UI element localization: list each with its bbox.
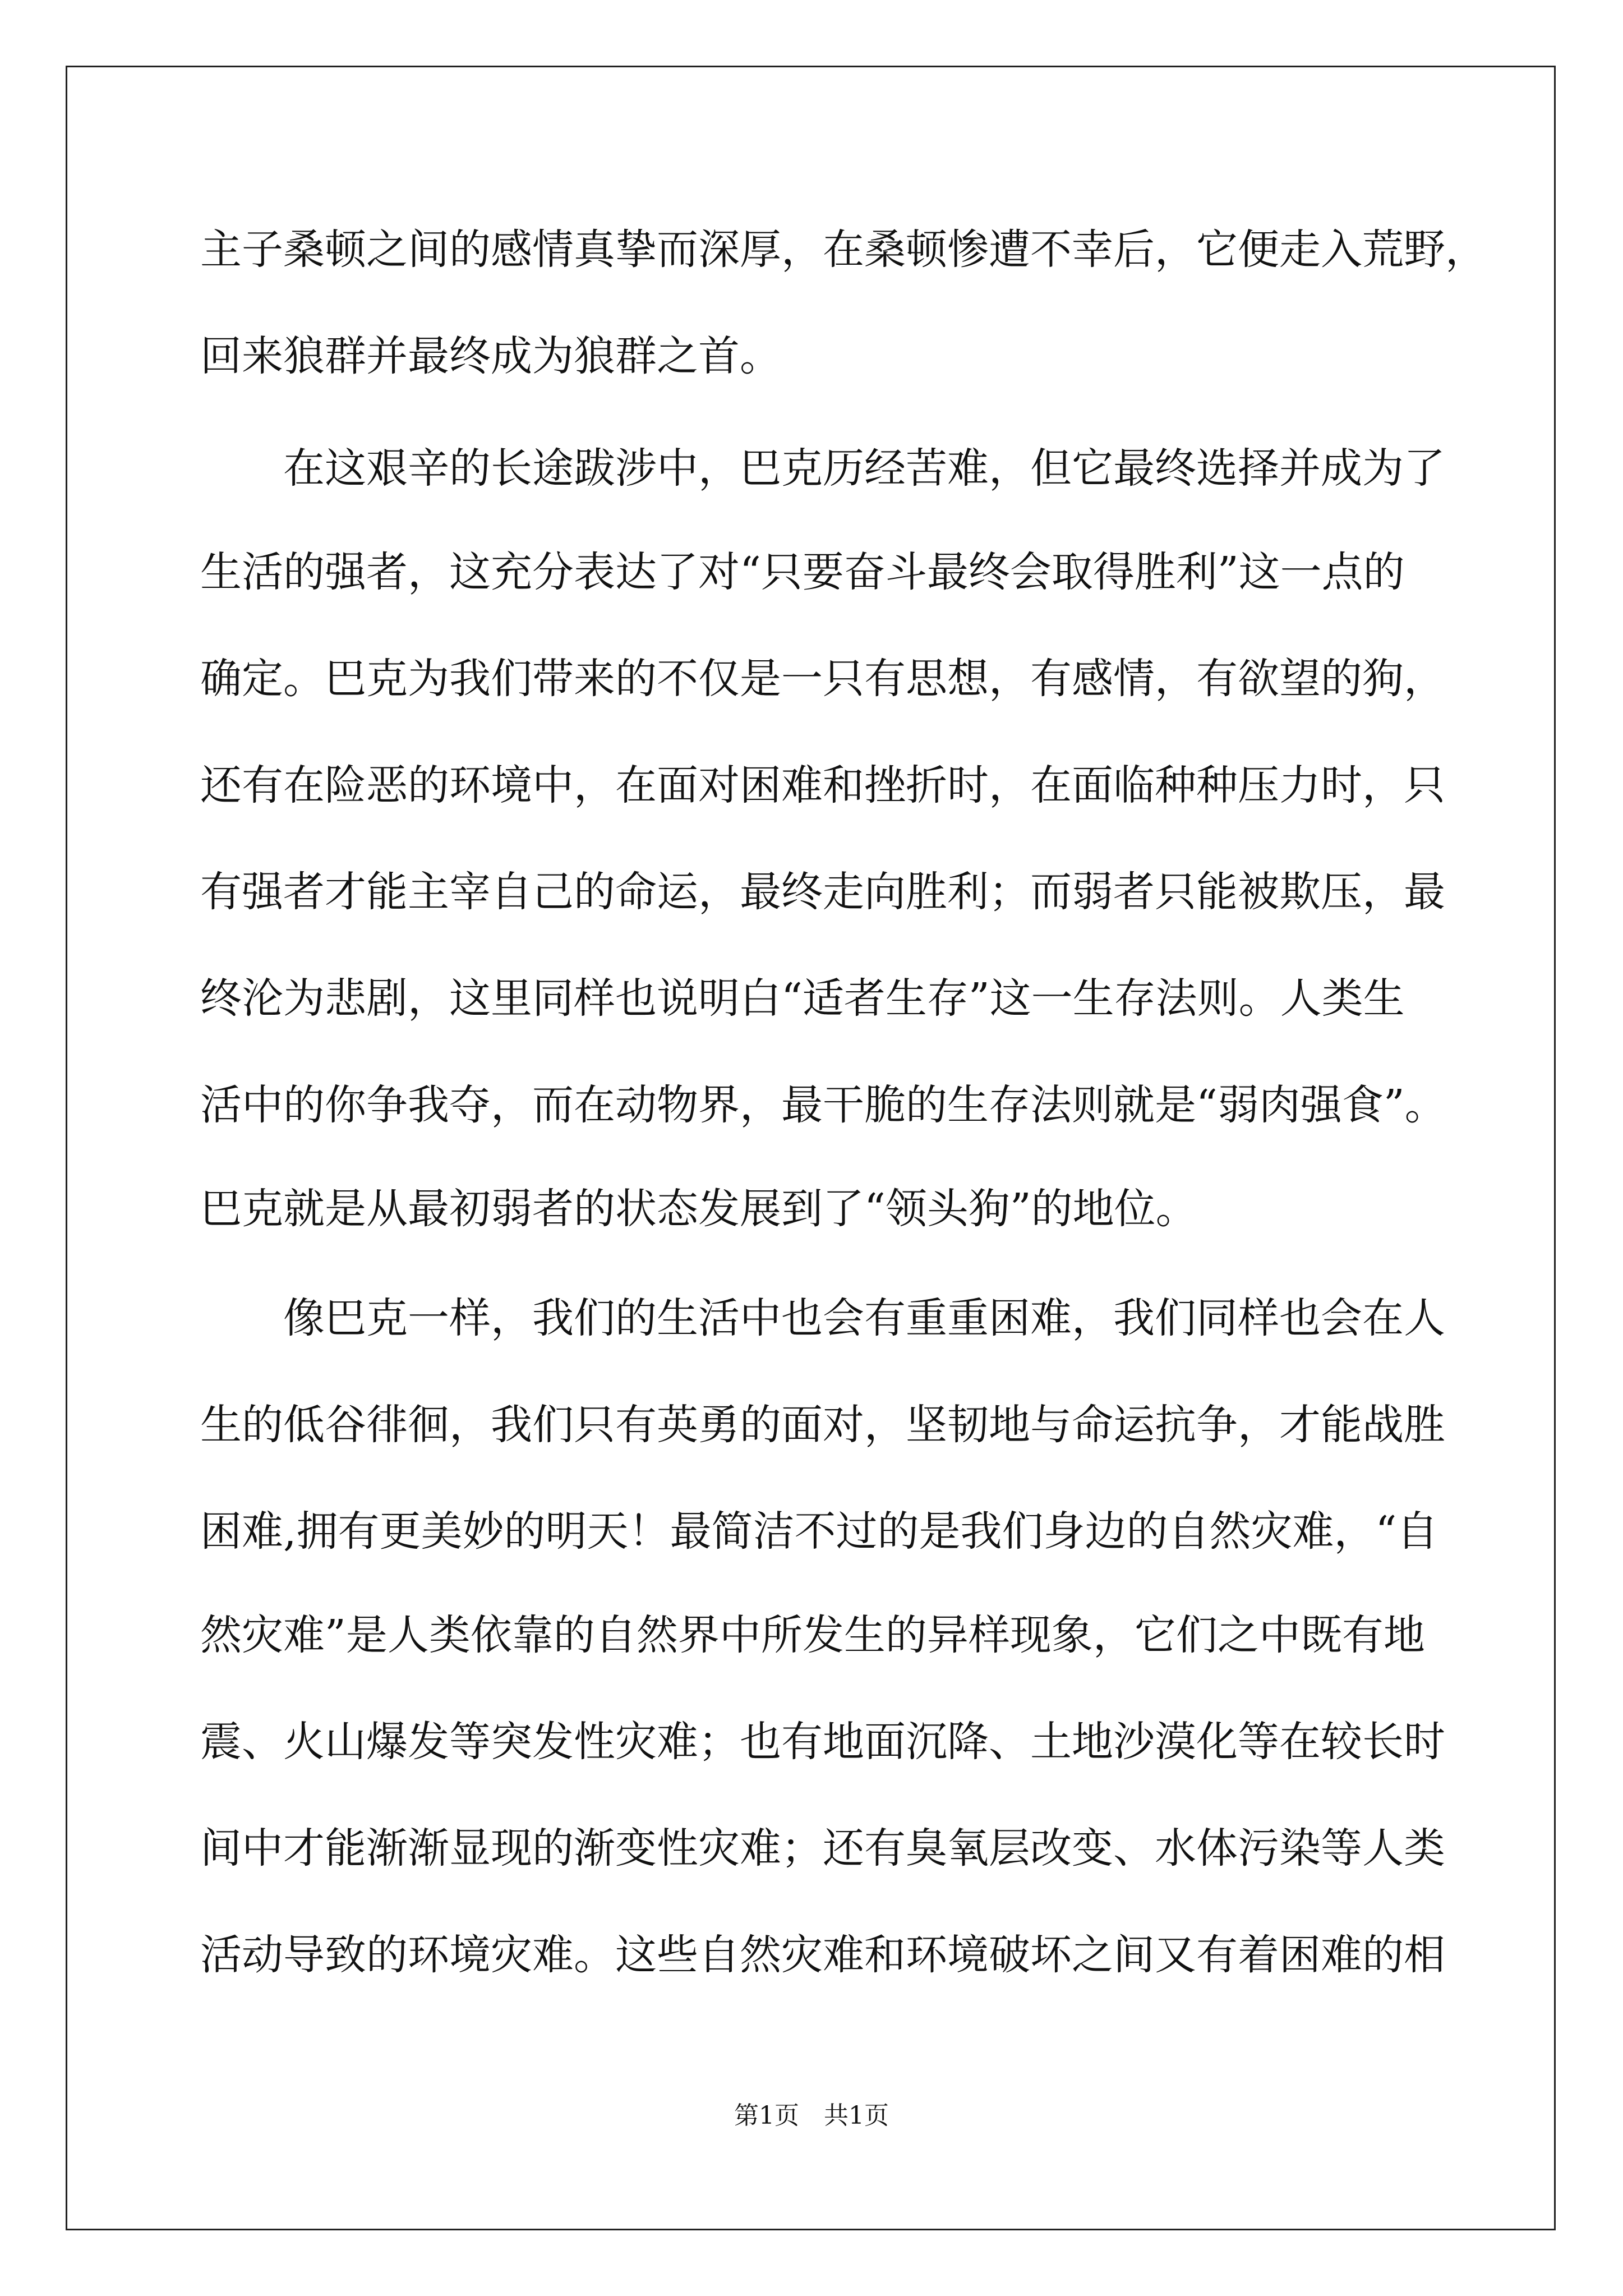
text-line: 确定。巴克为我们带来的不仅是一只有思想，有感情，有欲望的狗，: [200, 655, 1445, 703]
text-line: 生的低谷徘徊，我们只有英勇的面对，坚韧地与命运抗争，才能战胜: [200, 1401, 1445, 1449]
text-line: 有强者才能主宰自己的命运，最终走向胜利；而弱者只能被欺压，最: [200, 868, 1445, 916]
text-line: 巴克就是从最初弱者的状态发展到了“领头狗”的地位。: [200, 1185, 1197, 1233]
text-line: 间中才能渐渐显现的渐变性灾难；还有臭氧层改变、水体污染等人类: [200, 1824, 1445, 1872]
text-line: 生活的强者，这充分表达了对“只要奋斗最终会取得胜利”这一点的: [200, 548, 1405, 596]
text-line: 震、火山爆发等突发性灾难；也有地面沉降、土地沙漠化等在较长时: [200, 1718, 1445, 1766]
text-line: 活中的你争我夺，而在动物界，最干脆的生存法则就是“弱肉强食”。: [200, 1081, 1446, 1129]
text-line: 还有在险恶的环境中，在面对困难和挫折时，在面临种种压力时，只: [200, 761, 1445, 809]
text-line: 困难,拥有更美妙的明天！最简洁不过的是我们身边的自然灾难，“自: [200, 1507, 1438, 1556]
text-line: 在这艰辛的长途跋涉中，巴克历经苦难，但它最终选择并成为了: [283, 444, 1445, 493]
text-line: 像巴克一样，我们的生活中也会有重重困难，我们同样也会在人: [283, 1294, 1445, 1342]
text-line: 活动导致的环境灾难。这些自然灾难和环境破坏之间又有着困难的相: [200, 1931, 1445, 1979]
text-line: 回来狼群并最终成为狼群之首。: [200, 332, 781, 380]
text-line: 主子桑顿之间的感情真挚而深厚，在桑顿惨遭不幸后，它便走入荒野，: [200, 226, 1487, 274]
page-border: [66, 66, 1556, 2230]
text-line: 然灾难”是人类依靠的自然界中所发生的异样现象，它们之中既有地: [200, 1611, 1425, 1659]
page-footer: 第1页 共1页: [734, 2101, 889, 2130]
text-line: 终沦为悲剧，这里同样也说明白“适者生存”这一生存法则。人类生: [200, 974, 1405, 1023]
